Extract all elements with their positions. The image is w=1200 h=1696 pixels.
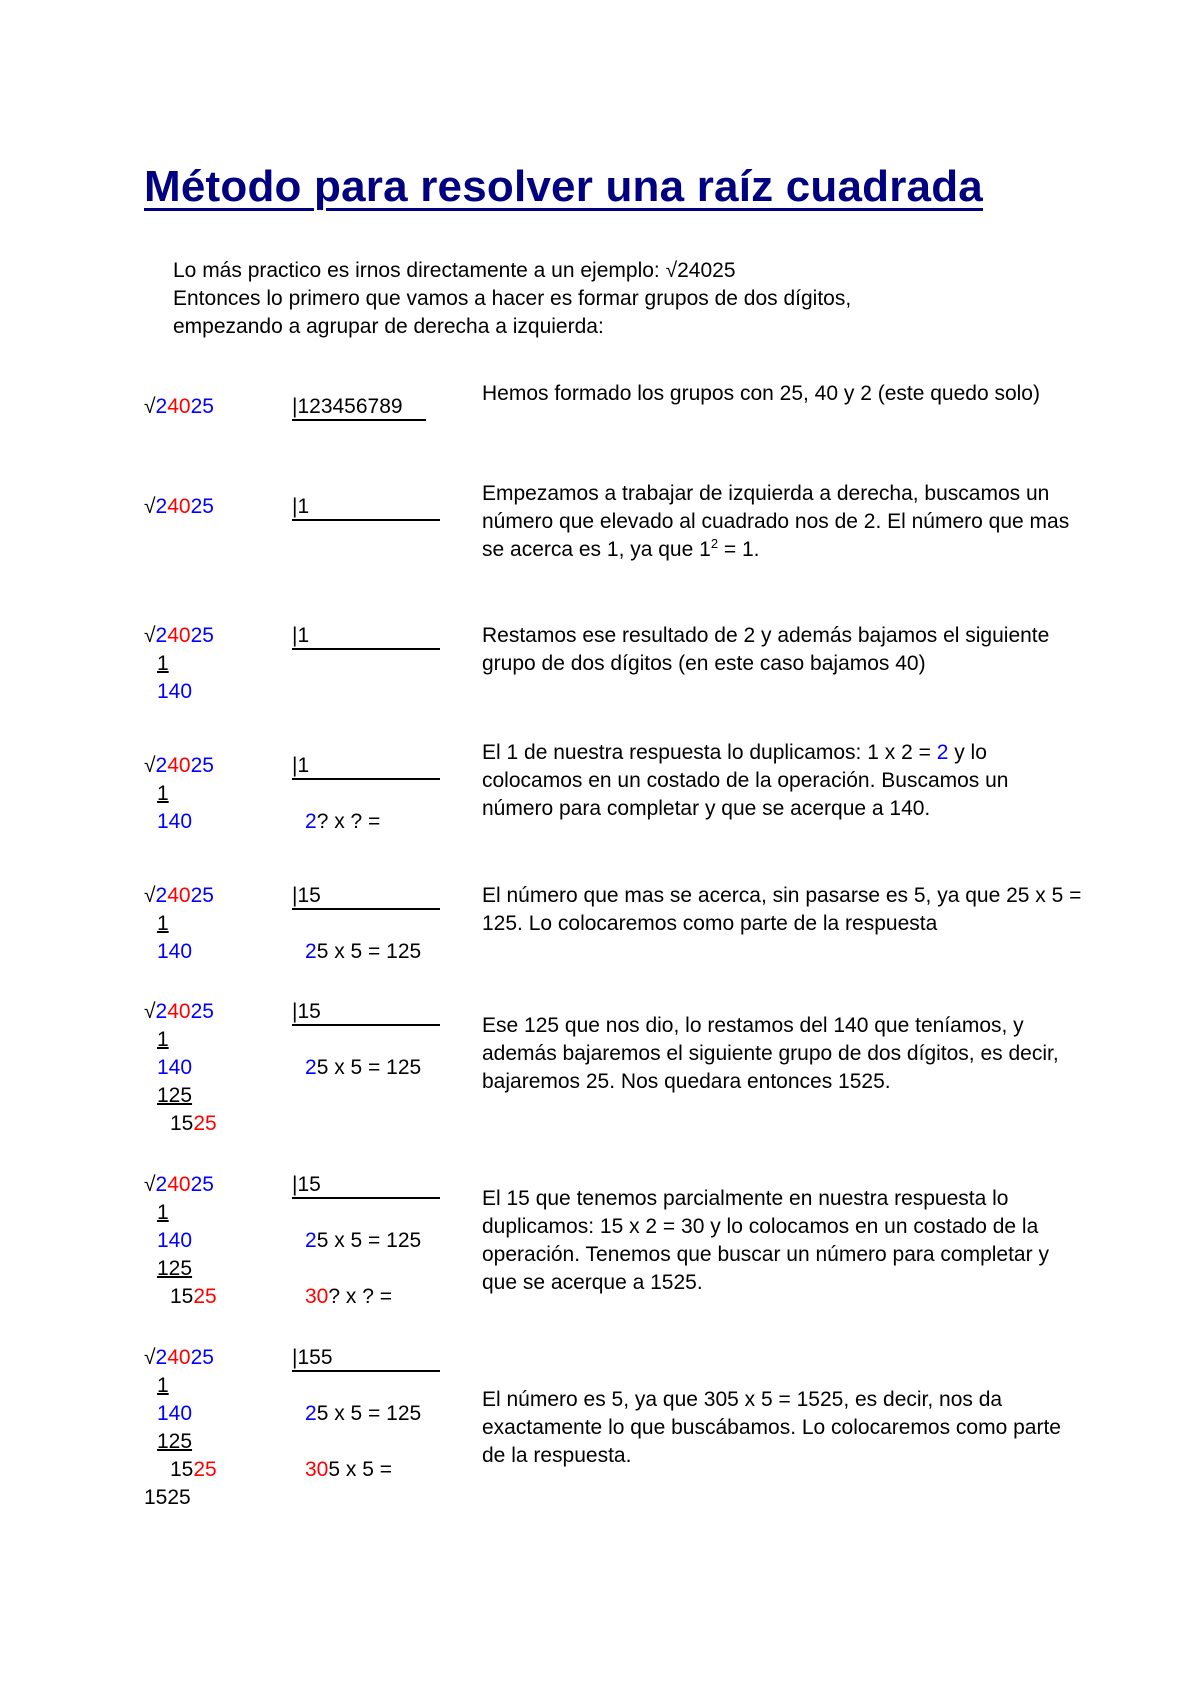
radical-expression: √24025 bbox=[144, 624, 214, 647]
answer-line: |1 bbox=[292, 493, 440, 521]
answer-column bbox=[292, 752, 442, 836]
answer-column bbox=[292, 393, 442, 421]
step-explanation: Restamos ese resultado de 2 y además bajamos el siguiente grupo de dos dígitos (en este caso bajamos 40) bbox=[482, 624, 1050, 675]
step-explanation: El 15 que tenemos parcialmente en nuestra respuesta lo duplicamos: 15 x 2 = 30 y lo colocamos en un costado de la operación. Tenemos que buscar un número para completar y que se acerque a 1525. bbox=[482, 1187, 1049, 1294]
radical-expression: √24025 bbox=[144, 1346, 214, 1369]
intro-radical: √24025 bbox=[665, 259, 736, 282]
answer-line: |15 bbox=[292, 1171, 440, 1199]
side-operation: 25 x 5 = 125 bbox=[305, 1229, 422, 1252]
radical-expression: √24025 bbox=[144, 495, 214, 518]
side-operation: 25 x 5 = 125 bbox=[305, 1056, 422, 1079]
radical-expression: √24025 bbox=[144, 884, 214, 907]
intro-line-3: empezando a agrupar de derecha a izquierda: bbox=[173, 315, 604, 338]
answer-column bbox=[292, 493, 442, 521]
radical-expression: √24025 bbox=[144, 1173, 214, 1196]
intro-line-1: Lo más practico es irnos directamente a un ejemplo: √24025 bbox=[173, 259, 736, 282]
intro-paragraph bbox=[173, 257, 1133, 341]
step-work: √24025 1 140 125 1525 bbox=[144, 998, 274, 1138]
answer-line: |1 bbox=[292, 622, 440, 650]
step-work: √24025 1 140 125 1525 bbox=[144, 1171, 274, 1311]
step-work: √24025 1 140 bbox=[144, 622, 274, 706]
radical-expression: √24025 bbox=[144, 1000, 214, 1023]
step-work bbox=[144, 393, 274, 421]
answer-column bbox=[292, 998, 442, 1082]
step-explanation: El 1 de nuestra respuesta lo duplicamos: 1 x 2 = 2 y lo colocamos en un costado de la operación. Buscamos un número para completar y que se acerque a 140. bbox=[482, 741, 1009, 820]
step-work bbox=[144, 493, 274, 521]
answer-line: |15 bbox=[292, 882, 440, 910]
answer-line: |15 bbox=[292, 998, 440, 1026]
step-work: √24025 1 140 125 1525 1525 bbox=[144, 1344, 274, 1512]
step-explanation: Empezamos a trabajar de izquierda a derecha, buscamos un número que elevado al cuadrado nos de 2. El número que mas se acerca es 1, ya que $1^2 = 1$. bbox=[482, 482, 1070, 561]
step-explanation: El número es 5, ya que 305 x 5 = 1525, es decir, nos da exactamente lo que buscábamos. Lo colocaremos como parte de la respuesta. bbox=[482, 1388, 1061, 1467]
radical-expression: √24025 bbox=[144, 395, 214, 418]
side-operation-2: 30? x ? = bbox=[305, 1285, 392, 1308]
answer-column bbox=[292, 622, 442, 650]
intro-line-2: Entonces lo primero que vamos a hacer es formar grupos de dos dígitos, bbox=[173, 287, 852, 310]
answer-line: |123456789 bbox=[292, 393, 426, 421]
answer-column bbox=[292, 1171, 442, 1311]
side-operation: 25 x 5 = 125 bbox=[305, 1402, 422, 1425]
step-explanation: Ese 125 que nos dio, lo restamos del 140 que teníamos, y además bajaremos el siguiente grupo de dos dígitos, es decir, bajaremos 25. Nos quedara entonces 1525. bbox=[482, 1014, 1059, 1093]
step-work: √24025 1 140 bbox=[144, 882, 274, 966]
side-operation-2: 305 x 5 = bbox=[305, 1458, 392, 1481]
step-explanation: Hemos formado los grupos con 25, 40 y 2 (este quedo solo) bbox=[482, 382, 1040, 405]
answer-column bbox=[292, 882, 442, 966]
answer-column bbox=[292, 1344, 442, 1484]
step-work: √24025 1 140 bbox=[144, 752, 274, 836]
radical-expression: √24025 bbox=[144, 754, 214, 777]
step-explanation: El número que mas se acerca, sin pasarse es 5, ya que 25 x 5 = 125. Lo colocaremos como parte de la respuesta bbox=[482, 884, 1082, 935]
side-operation: 2? x ? = bbox=[305, 810, 381, 833]
answer-line: |155 bbox=[292, 1344, 440, 1372]
answer-line: |1 bbox=[292, 752, 440, 780]
side-operation: 25 x 5 = 125 bbox=[305, 940, 422, 963]
page-title: Método para resolver una raíz cuadrada bbox=[144, 162, 983, 211]
